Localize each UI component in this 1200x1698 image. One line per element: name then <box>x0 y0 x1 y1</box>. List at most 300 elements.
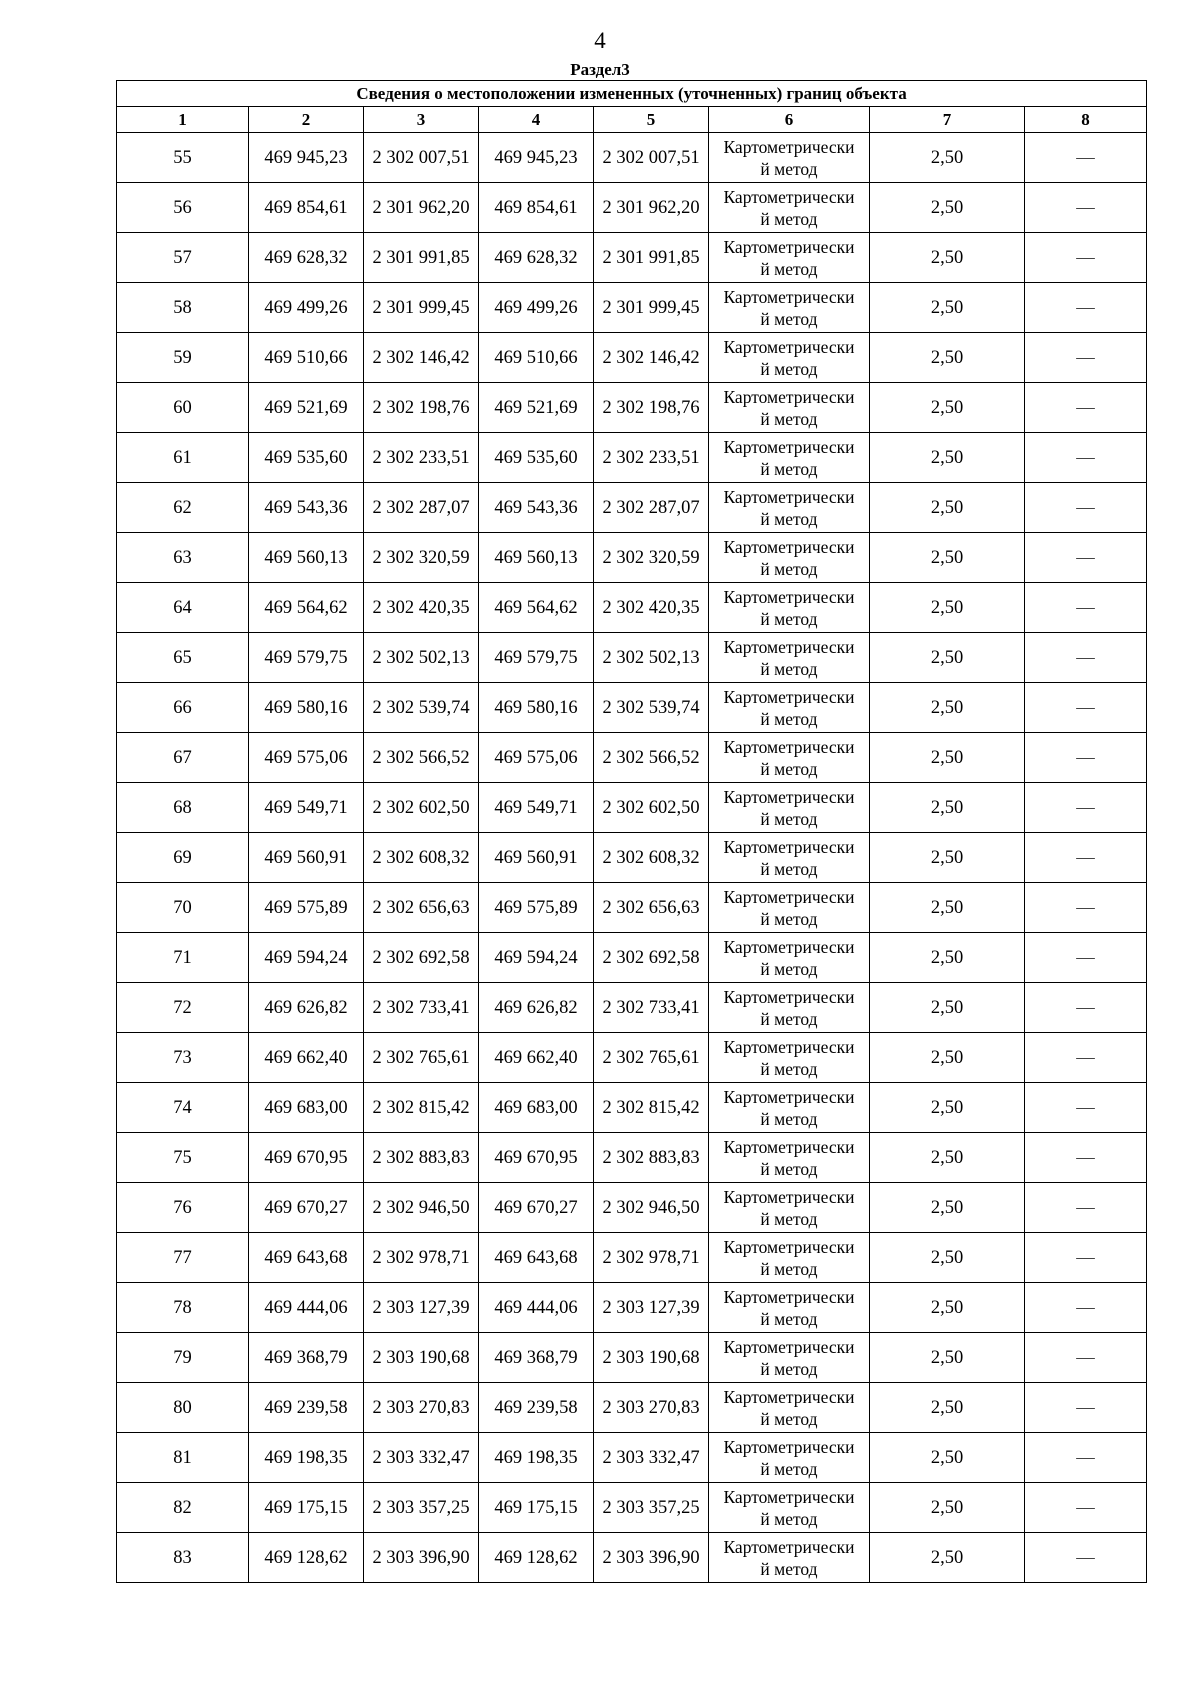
precision-cell: 2,50 <box>870 233 1025 283</box>
method-text-line: й метод <box>760 158 818 179</box>
note-cell: — <box>1025 1083 1147 1133</box>
x-existing-cell: 469 175,15 <box>249 1483 364 1533</box>
column-header: 5 <box>594 107 709 133</box>
x-existing-cell: 469 444,06 <box>249 1283 364 1333</box>
y-existing-cell: 2 302 733,41 <box>364 983 479 1033</box>
method-text-line: Картометрически <box>723 936 855 957</box>
x-existing-cell: 469 560,13 <box>249 533 364 583</box>
y-existing-cell: 2 303 357,25 <box>364 1483 479 1533</box>
method-cell <box>709 283 870 333</box>
y-new-cell: 2 303 357,25 <box>594 1483 709 1533</box>
y-existing-cell: 2 301 999,45 <box>364 283 479 333</box>
method-text-line: Картометрически <box>723 886 855 907</box>
method-text-line: й метод <box>760 558 818 579</box>
x-existing-cell: 469 543,36 <box>249 483 364 533</box>
method-text-line: й метод <box>760 1258 818 1279</box>
point-number-cell: 82 <box>117 1483 249 1533</box>
method-text-line: Картометрически <box>723 186 855 207</box>
method-text-line: Картометрически <box>723 436 855 457</box>
method-text-line: й метод <box>760 1008 818 1029</box>
precision-cell: 2,50 <box>870 833 1025 883</box>
y-new-cell: 2 302 883,83 <box>594 1133 709 1183</box>
method-cell <box>709 1033 870 1083</box>
table-row <box>117 483 1147 533</box>
note-cell: — <box>1025 683 1147 733</box>
point-number-cell: 63 <box>117 533 249 583</box>
point-number-cell: 83 <box>117 1533 249 1583</box>
method-text-line: й метод <box>760 758 818 779</box>
note-cell: — <box>1025 233 1147 283</box>
y-new-cell: 2 302 733,41 <box>594 983 709 1033</box>
note-cell: — <box>1025 983 1147 1033</box>
note-cell: — <box>1025 833 1147 883</box>
y-new-cell: 2 302 320,59 <box>594 533 709 583</box>
method-text-line: Картометрически <box>723 236 855 257</box>
column-number-row <box>117 107 1147 133</box>
method-cell <box>709 933 870 983</box>
method-text-line: й метод <box>760 308 818 329</box>
x-existing-cell: 469 662,40 <box>249 1033 364 1083</box>
x-new-cell: 469 575,06 <box>479 733 594 783</box>
y-existing-cell: 2 302 502,13 <box>364 633 479 683</box>
y-new-cell: 2 302 198,76 <box>594 383 709 433</box>
x-new-cell: 469 854,61 <box>479 183 594 233</box>
precision-cell: 2,50 <box>870 1033 1025 1083</box>
method-text-line: Картометрически <box>723 686 855 707</box>
point-number-cell: 76 <box>117 1183 249 1233</box>
column-header: 1 <box>117 107 249 133</box>
method-text-line: Картометрически <box>723 136 855 157</box>
method-text-line: Картометрически <box>723 636 855 657</box>
table-row <box>117 233 1147 283</box>
point-number-cell: 66 <box>117 683 249 733</box>
y-new-cell: 2 302 007,51 <box>594 133 709 183</box>
y-existing-cell: 2 301 991,85 <box>364 233 479 283</box>
table-row <box>117 933 1147 983</box>
method-cell <box>709 683 870 733</box>
x-new-cell: 469 626,82 <box>479 983 594 1033</box>
method-text-line: й метод <box>760 1058 818 1079</box>
method-text-line: Картометрически <box>723 1336 855 1357</box>
point-number-cell: 78 <box>117 1283 249 1333</box>
x-new-cell: 469 662,40 <box>479 1033 594 1083</box>
column-header: 8 <box>1025 107 1147 133</box>
method-text-line: Картометрически <box>723 736 855 757</box>
note-cell: — <box>1025 933 1147 983</box>
table-row <box>117 1333 1147 1383</box>
section-title: Раздел3 <box>570 60 630 79</box>
x-new-cell: 469 368,79 <box>479 1333 594 1383</box>
x-existing-cell: 469 945,23 <box>249 133 364 183</box>
method-text-line: й метод <box>760 808 818 829</box>
x-new-cell: 469 580,16 <box>479 683 594 733</box>
method-cell <box>709 533 870 583</box>
x-new-cell: 469 670,95 <box>479 1133 594 1183</box>
method-text-line: Картометрически <box>723 1486 855 1507</box>
y-new-cell: 2 302 602,50 <box>594 783 709 833</box>
method-text-line: й метод <box>760 258 818 279</box>
note-cell: — <box>1025 633 1147 683</box>
method-text-line: Картометрически <box>723 1186 855 1207</box>
x-new-cell: 469 945,23 <box>479 133 594 183</box>
x-existing-cell: 469 368,79 <box>249 1333 364 1383</box>
x-new-cell: 469 670,27 <box>479 1183 594 1233</box>
method-text-line: й метод <box>760 708 818 729</box>
x-existing-cell: 469 560,91 <box>249 833 364 883</box>
note-cell: — <box>1025 1133 1147 1183</box>
precision-cell: 2,50 <box>870 533 1025 583</box>
method-text-line: й метод <box>760 508 818 529</box>
y-existing-cell: 2 302 420,35 <box>364 583 479 633</box>
method-text-line: Картометрически <box>723 1536 855 1557</box>
method-text-line: й метод <box>760 358 818 379</box>
y-new-cell: 2 302 946,50 <box>594 1183 709 1233</box>
x-new-cell: 469 549,71 <box>479 783 594 833</box>
y-existing-cell: 2 302 287,07 <box>364 483 479 533</box>
method-text-line: й метод <box>760 958 818 979</box>
x-existing-cell: 469 854,61 <box>249 183 364 233</box>
y-existing-cell: 2 303 332,47 <box>364 1433 479 1483</box>
note-cell: — <box>1025 133 1147 183</box>
method-text-line: Картометрически <box>723 836 855 857</box>
table-row <box>117 383 1147 433</box>
table-body <box>117 133 1147 1583</box>
x-existing-cell: 469 575,89 <box>249 883 364 933</box>
method-text-line: Картометрически <box>723 286 855 307</box>
method-cell <box>709 333 870 383</box>
table-row <box>117 1433 1147 1483</box>
method-cell <box>709 1433 870 1483</box>
y-existing-cell: 2 303 190,68 <box>364 1333 479 1383</box>
x-existing-cell: 469 128,62 <box>249 1533 364 1583</box>
note-cell: — <box>1025 1433 1147 1483</box>
method-cell <box>709 833 870 883</box>
method-cell <box>709 1333 870 1383</box>
x-existing-cell: 469 580,16 <box>249 683 364 733</box>
precision-cell: 2,50 <box>870 983 1025 1033</box>
method-cell <box>709 983 870 1033</box>
point-number-cell: 68 <box>117 783 249 833</box>
note-cell: — <box>1025 1383 1147 1433</box>
table-row <box>117 283 1147 333</box>
point-number-cell: 59 <box>117 333 249 383</box>
method-cell <box>709 1283 870 1333</box>
x-new-cell: 469 560,13 <box>479 533 594 583</box>
point-number-cell: 69 <box>117 833 249 883</box>
method-text-line: Картометрически <box>723 986 855 1007</box>
column-header: 7 <box>870 107 1025 133</box>
y-existing-cell: 2 302 765,61 <box>364 1033 479 1083</box>
column-header: 2 <box>249 107 364 133</box>
point-number-cell: 67 <box>117 733 249 783</box>
y-new-cell: 2 303 127,39 <box>594 1283 709 1333</box>
note-cell: — <box>1025 1333 1147 1383</box>
table-row <box>117 1083 1147 1133</box>
method-text-line: й метод <box>760 908 818 929</box>
y-new-cell: 2 302 287,07 <box>594 483 709 533</box>
precision-cell: 2,50 <box>870 1533 1025 1583</box>
table-row <box>117 683 1147 733</box>
table-row <box>117 1383 1147 1433</box>
y-new-cell: 2 302 656,63 <box>594 883 709 933</box>
method-cell <box>709 783 870 833</box>
x-existing-cell: 469 683,00 <box>249 1083 364 1133</box>
x-new-cell: 469 575,89 <box>479 883 594 933</box>
note-cell: — <box>1025 333 1147 383</box>
method-cell <box>709 883 870 933</box>
method-text-line: Картометрически <box>723 336 855 357</box>
y-existing-cell: 2 302 608,32 <box>364 833 479 883</box>
table-row <box>117 433 1147 483</box>
point-number-cell: 75 <box>117 1133 249 1183</box>
point-number-cell: 77 <box>117 1233 249 1283</box>
y-new-cell: 2 302 502,13 <box>594 633 709 683</box>
method-text-line: й метод <box>760 1108 818 1129</box>
precision-cell: 2,50 <box>870 683 1025 733</box>
precision-cell: 2,50 <box>870 583 1025 633</box>
method-text-line: Картометрически <box>723 486 855 507</box>
method-text-line: Картометрически <box>723 1386 855 1407</box>
table-row <box>117 783 1147 833</box>
table-row <box>117 533 1147 583</box>
method-text-line: Картометрически <box>723 1036 855 1057</box>
y-existing-cell: 2 302 602,50 <box>364 783 479 833</box>
note-cell: — <box>1025 783 1147 833</box>
y-new-cell: 2 302 765,61 <box>594 1033 709 1083</box>
method-text-line: Картометрически <box>723 386 855 407</box>
method-cell <box>709 1233 870 1283</box>
point-number-cell: 65 <box>117 633 249 683</box>
method-text-line: Картометрически <box>723 1236 855 1257</box>
x-existing-cell: 469 198,35 <box>249 1433 364 1483</box>
precision-cell: 2,50 <box>870 883 1025 933</box>
precision-cell: 2,50 <box>870 333 1025 383</box>
point-number-cell: 62 <box>117 483 249 533</box>
y-existing-cell: 2 302 320,59 <box>364 533 479 583</box>
table-row <box>117 1183 1147 1233</box>
coordinates-table <box>116 80 1147 1583</box>
y-new-cell: 2 302 978,71 <box>594 1233 709 1283</box>
method-text-line: й метод <box>760 608 818 629</box>
note-cell: — <box>1025 733 1147 783</box>
table-row <box>117 983 1147 1033</box>
x-new-cell: 469 579,75 <box>479 633 594 683</box>
method-cell <box>709 633 870 683</box>
point-number-cell: 72 <box>117 983 249 1033</box>
y-new-cell: 2 302 420,35 <box>594 583 709 633</box>
x-new-cell: 469 128,62 <box>479 1533 594 1583</box>
y-existing-cell: 2 302 815,42 <box>364 1083 479 1133</box>
method-text-line: Картометрически <box>723 786 855 807</box>
table-row <box>117 583 1147 633</box>
x-new-cell: 469 560,91 <box>479 833 594 883</box>
x-new-cell: 469 239,58 <box>479 1383 594 1433</box>
note-cell: — <box>1025 883 1147 933</box>
method-cell <box>709 1083 870 1133</box>
y-new-cell: 2 301 991,85 <box>594 233 709 283</box>
method-text-line: й метод <box>760 858 818 879</box>
y-existing-cell: 2 302 946,50 <box>364 1183 479 1233</box>
table-row <box>117 733 1147 783</box>
x-existing-cell: 469 510,66 <box>249 333 364 383</box>
y-existing-cell: 2 302 146,42 <box>364 333 479 383</box>
note-cell: — <box>1025 583 1147 633</box>
note-cell: — <box>1025 283 1147 333</box>
y-new-cell: 2 302 692,58 <box>594 933 709 983</box>
method-text-line: й метод <box>760 1508 818 1529</box>
table-row <box>117 183 1147 233</box>
method-text-line: й метод <box>760 458 818 479</box>
precision-cell: 2,50 <box>870 1083 1025 1133</box>
point-number-cell: 57 <box>117 233 249 283</box>
precision-cell: 2,50 <box>870 183 1025 233</box>
x-existing-cell: 469 499,26 <box>249 283 364 333</box>
point-number-cell: 61 <box>117 433 249 483</box>
table-row <box>117 1533 1147 1583</box>
method-text-line: й метод <box>760 658 818 679</box>
table-row <box>117 1033 1147 1083</box>
method-text-line: й метод <box>760 208 818 229</box>
precision-cell: 2,50 <box>870 783 1025 833</box>
precision-cell: 2,50 <box>870 383 1025 433</box>
point-number-cell: 81 <box>117 1433 249 1483</box>
method-text-line: Картометрически <box>723 1436 855 1457</box>
point-number-cell: 55 <box>117 133 249 183</box>
table-row <box>117 1483 1147 1533</box>
y-new-cell: 2 303 190,68 <box>594 1333 709 1383</box>
note-cell: — <box>1025 383 1147 433</box>
note-cell: — <box>1025 1033 1147 1083</box>
x-existing-cell: 469 643,68 <box>249 1233 364 1283</box>
point-number-cell: 79 <box>117 1333 249 1383</box>
x-existing-cell: 469 575,06 <box>249 733 364 783</box>
y-existing-cell: 2 302 198,76 <box>364 383 479 433</box>
table-row <box>117 633 1147 683</box>
y-new-cell: 2 302 566,52 <box>594 733 709 783</box>
precision-cell: 2,50 <box>870 1283 1025 1333</box>
table-row <box>117 333 1147 383</box>
x-existing-cell: 469 628,32 <box>249 233 364 283</box>
y-new-cell: 2 302 815,42 <box>594 1083 709 1133</box>
x-existing-cell: 469 535,60 <box>249 433 364 483</box>
x-new-cell: 469 643,68 <box>479 1233 594 1283</box>
table-row <box>117 1133 1147 1183</box>
point-number-cell: 71 <box>117 933 249 983</box>
note-cell: — <box>1025 533 1147 583</box>
y-new-cell: 2 301 999,45 <box>594 283 709 333</box>
point-number-cell: 74 <box>117 1083 249 1133</box>
method-cell <box>709 383 870 433</box>
precision-cell: 2,50 <box>870 433 1025 483</box>
y-existing-cell: 2 302 692,58 <box>364 933 479 983</box>
y-existing-cell: 2 302 656,63 <box>364 883 479 933</box>
x-new-cell: 469 594,24 <box>479 933 594 983</box>
point-number-cell: 70 <box>117 883 249 933</box>
point-number-cell: 80 <box>117 1383 249 1433</box>
x-existing-cell: 469 670,95 <box>249 1133 364 1183</box>
x-new-cell: 469 198,35 <box>479 1433 594 1483</box>
note-cell: — <box>1025 183 1147 233</box>
note-cell: — <box>1025 483 1147 533</box>
point-number-cell: 60 <box>117 383 249 433</box>
x-new-cell: 469 564,62 <box>479 583 594 633</box>
x-new-cell: 469 628,32 <box>479 233 594 283</box>
table-caption: Сведения о местоположении измененных (уточненных) границ объекта <box>117 81 1147 107</box>
y-existing-cell: 2 301 962,20 <box>364 183 479 233</box>
y-new-cell: 2 303 396,90 <box>594 1533 709 1583</box>
y-existing-cell: 2 303 396,90 <box>364 1533 479 1583</box>
precision-cell: 2,50 <box>870 633 1025 683</box>
method-text-line: й метод <box>760 1458 818 1479</box>
column-header: 6 <box>709 107 870 133</box>
method-cell <box>709 583 870 633</box>
method-text-line: Картометрически <box>723 1086 855 1107</box>
method-text-line: й метод <box>760 1158 818 1179</box>
point-number-cell: 64 <box>117 583 249 633</box>
method-cell <box>709 183 870 233</box>
table-row <box>117 1283 1147 1333</box>
method-cell <box>709 133 870 183</box>
precision-cell: 2,50 <box>870 133 1025 183</box>
x-new-cell: 469 499,26 <box>479 283 594 333</box>
method-cell <box>709 1483 870 1533</box>
point-number-cell: 73 <box>117 1033 249 1083</box>
y-existing-cell: 2 302 978,71 <box>364 1233 479 1283</box>
note-cell: — <box>1025 1533 1147 1583</box>
table-row <box>117 133 1147 183</box>
method-cell <box>709 233 870 283</box>
precision-cell: 2,50 <box>870 283 1025 333</box>
y-new-cell: 2 302 146,42 <box>594 333 709 383</box>
note-cell: — <box>1025 1483 1147 1533</box>
note-cell: — <box>1025 433 1147 483</box>
y-existing-cell: 2 302 233,51 <box>364 433 479 483</box>
precision-cell: 2,50 <box>870 933 1025 983</box>
table-row <box>117 883 1147 933</box>
method-text-line: й метод <box>760 1308 818 1329</box>
x-existing-cell: 469 594,24 <box>249 933 364 983</box>
x-existing-cell: 469 521,69 <box>249 383 364 433</box>
method-text-line: й метод <box>760 1208 818 1229</box>
x-existing-cell: 469 564,62 <box>249 583 364 633</box>
precision-cell: 2,50 <box>870 733 1025 783</box>
y-existing-cell: 2 302 566,52 <box>364 733 479 783</box>
method-text-line: Картометрически <box>723 1136 855 1157</box>
x-new-cell: 469 510,66 <box>479 333 594 383</box>
precision-cell: 2,50 <box>870 483 1025 533</box>
x-new-cell: 469 543,36 <box>479 483 594 533</box>
method-cell <box>709 1383 870 1433</box>
precision-cell: 2,50 <box>870 1133 1025 1183</box>
precision-cell: 2,50 <box>870 1383 1025 1433</box>
precision-cell: 2,50 <box>870 1233 1025 1283</box>
y-existing-cell: 2 302 007,51 <box>364 133 479 183</box>
x-new-cell: 469 444,06 <box>479 1283 594 1333</box>
table-row <box>117 1233 1147 1283</box>
method-cell <box>709 483 870 533</box>
x-existing-cell: 469 670,27 <box>249 1183 364 1233</box>
method-text-line: Картометрически <box>723 586 855 607</box>
point-number-cell: 56 <box>117 183 249 233</box>
x-existing-cell: 469 239,58 <box>249 1383 364 1433</box>
page-number: 4 <box>594 28 606 53</box>
table-row <box>117 833 1147 883</box>
y-existing-cell: 2 302 883,83 <box>364 1133 479 1183</box>
x-existing-cell: 469 579,75 <box>249 633 364 683</box>
note-cell: — <box>1025 1233 1147 1283</box>
y-existing-cell: 2 303 127,39 <box>364 1283 479 1333</box>
column-header: 4 <box>479 107 594 133</box>
